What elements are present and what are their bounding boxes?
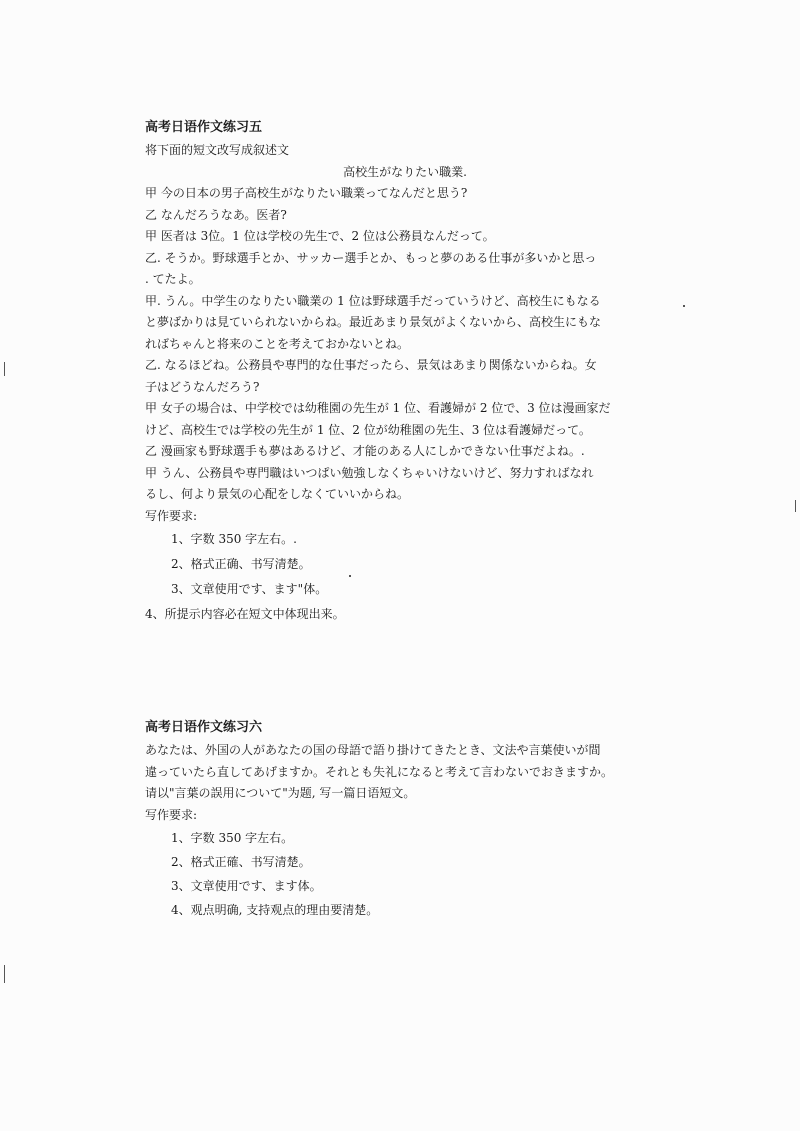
exercise-5-heading: 高校生がなりたい職業. [343, 164, 467, 179]
exercise-5-instruction: 将下面的短文改写成叙述文 [145, 143, 290, 157]
requirement-item: 4、观点明确, 支持观点的理由要清楚。 [171, 903, 379, 917]
exercise-5-title: 高考日语作文练习五 [145, 120, 263, 135]
scan-speck [349, 575, 351, 577]
exercise-6-body-line: 違っていたら直してあげますか。それとも失礼になると考えて言わないでおきますか。 [145, 764, 614, 779]
exercise-6-title: 高考日语作文练习六 [145, 720, 263, 735]
scan-speck [795, 500, 796, 512]
exercise-6-section [145, 718, 665, 922]
dialogue-line: 子はどうなんだろう? [145, 379, 260, 394]
dialogue-line: 乙 なんだろうなあ。医者? [145, 207, 287, 222]
exercise-6-requirements-label: 写作要求: [145, 807, 198, 822]
requirement-item: 3、文章使用です、ます"体。 [171, 582, 328, 596]
requirement-item: 3、文章使用です、ます体。 [171, 879, 322, 893]
scan-speck [4, 362, 5, 376]
dialogue-line: 甲 医者は 3位。1 位は学校の先生で、2 位は公務員なんだって。 [145, 229, 495, 243]
requirement-item: 1、字数 350 字左右。. [171, 532, 297, 546]
exercise-5-requirements-label: 写作要求: [145, 508, 198, 523]
requirement-item: 2、格式正确、书写清楚。 [171, 557, 311, 571]
dialogue [145, 183, 665, 506]
dialogue-line: 乙 漫画家も野球選手も夢はあるけど、才能のある人にしかできない仕事だよね。. [145, 444, 585, 458]
requirement-item: 1、字数 350 字左右。 [171, 831, 294, 845]
dialogue-line: 甲 女子の場合は、中学校では幼稚園の先生が 1 位、看護婦が 2 位で、3 位は漫画家だ [145, 401, 611, 415]
dialogue-line: と夢ばかりは見ていられないからね。最近あまり景気がよくないから、高校生にもな [145, 315, 602, 329]
dialogue-line: けど、高校生では学校の先生が 1 位、2 位が幼稚園の先生、3 位は看護婦だって。 [145, 422, 591, 437]
dialogue-line: るし、何より景気の心配をしなくていいからね。 [145, 487, 410, 501]
exercise-6-body-line: 请以"言葉の誤用について"为题, 写一篇日语短文。 [145, 786, 416, 800]
dialogue-line: 乙. なるほどね。公務員や専門的な仕事だったら、景気はあまり関係ないからね。女 [145, 358, 597, 372]
requirement-item: 2、格式正確、书写清楚。 [171, 855, 311, 869]
scan-speck [683, 305, 685, 307]
scan-speck [4, 965, 5, 983]
dialogue-line: 乙. そうか。野球選手とか、サッカー選手とか、もっと夢のある仕事が多いかと思っ [145, 250, 597, 265]
dialogue-line: 甲. うん。中学生のなりたい職業の 1 位は野球選手だっていうけど、高校生にもなる [145, 293, 601, 308]
dialogue-line: ればちゃんと将来のことを考えておかないとね。 [145, 336, 410, 351]
dialogue-line: . てたよ。 [145, 272, 201, 286]
dialogue-line: 甲 うん、公務員や専門職はいつぱい勉強しなくちゃいけないけど、努力すればなれ [145, 465, 594, 480]
requirement-item: 4、所提示内容必在短文中体现出来。 [145, 607, 345, 621]
dialogue-line: 甲 今の日本の男子高校生がなりたい職業ってなんだと思う? [145, 186, 468, 200]
exercise-5-section [145, 118, 665, 627]
exercise-6-body-line: あなたは、外国の人があなたの国の母語で語り掛けてきたとき、文法や言葉使いが間 [145, 743, 601, 757]
